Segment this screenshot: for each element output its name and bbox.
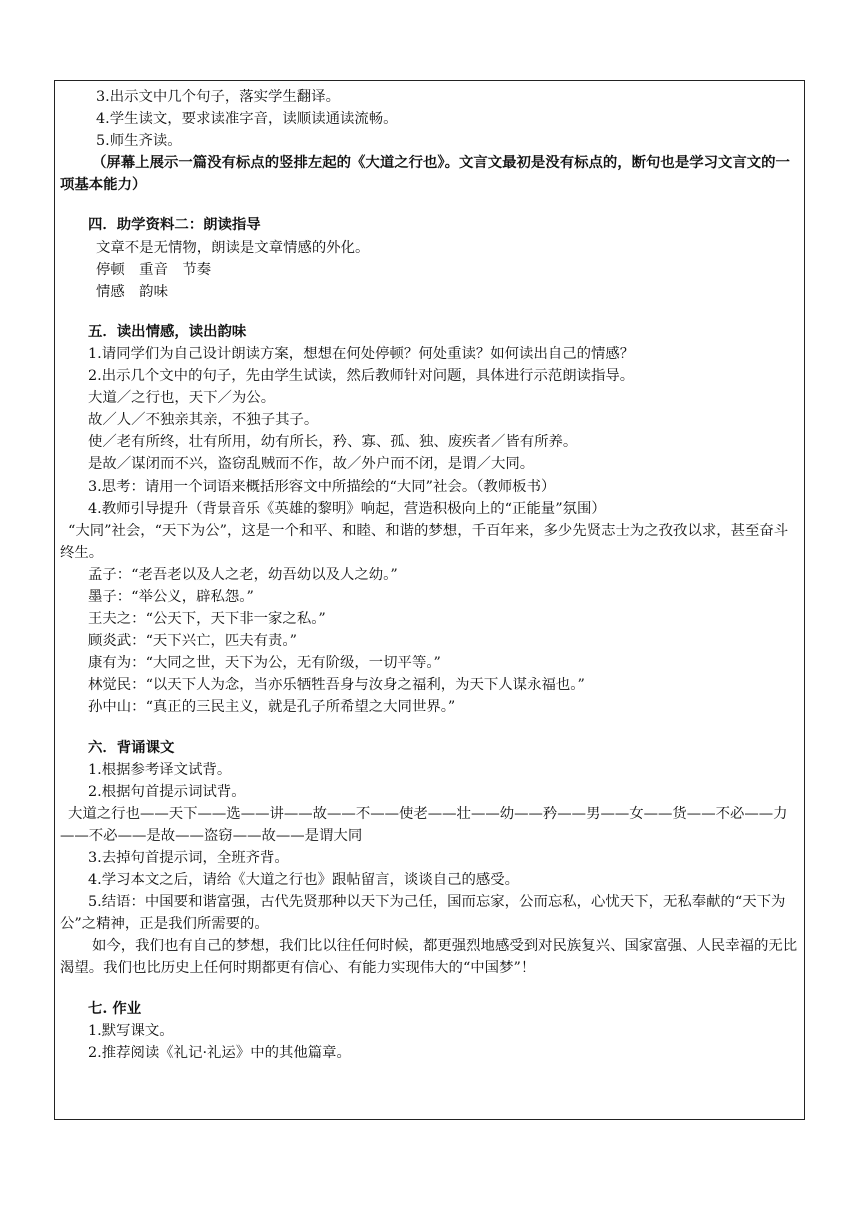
text-line: 使／老有所终，壮有所用，幼有所长，矜、寡、孤、独、废疾者／皆有所养。	[88, 434, 578, 451]
text-line: 2.根据句首提示词试背。	[88, 783, 246, 800]
text-line: “大同”社会，“天下为公”，这是一个和平、和睦、和谐的梦想，千百年来，多少先贤志士为之孜孜以求，甚至奋斗终生。	[60, 522, 789, 561]
blank-line	[88, 719, 800, 737]
section-heading: 四．助学资料二：朗读指导	[88, 216, 261, 234]
text-line: 情感 韵味	[96, 283, 168, 300]
text-line: 5.结语：中国要和谐富强，古代先贤那种以天下为己任，国而忘家，公而忘私，心忧天下，无私奉献的“天下为公”之精神，正是我们所需要的。	[60, 894, 786, 933]
blank-line	[88, 196, 800, 214]
text-line: 3.出示文中几个句子，落实学生翻译。	[96, 89, 340, 105]
text-line: 康有为：“大同之世，天下为公，无有阶级，一切平等。”	[88, 655, 441, 672]
text-line: 孙中山：“真正的三民主义，就是孔子所希望之大同世界。”	[88, 699, 456, 716]
text-line: 文章不是无情物，朗读是文章情感的外化。	[96, 239, 370, 256]
blank-line	[88, 303, 800, 321]
text-line: 大道之行也——天下——选——讲——故——不——使老——壮——幼——矜——男——女——货——不必——力——不必——是故——盗窃——故——是谓大同	[60, 805, 788, 844]
text-line: 顾炎武：“天下兴亡，匹夫有责。”	[88, 633, 297, 650]
text-line: 3.去掉句首提示词，全班齐背。	[88, 850, 289, 866]
text-line: 如今，我们也有自己的梦想，我们比以往任何时候，都更强烈地感受到对民族复兴、国家富强、人民幸福的无比渴望。我们也比历史上任何时期都更有信心、有能力实现伟大的“中国梦”！	[60, 938, 798, 977]
section-heading: 七. 作业	[88, 999, 142, 1017]
text-line: 4.教师引导提升（背景音乐《英雄的黎明》响起，营造积极向上的“正能量”氛围）	[88, 500, 606, 517]
text-line: 4.学习本文之后，请给《大道之行也》跟帖留言，谈谈自己的感受。	[88, 872, 520, 889]
text-line: 4.学生读文，要求读准字音，读顺读通读流畅。	[96, 111, 398, 128]
document-body	[60, 86, 800, 1064]
text-line: 2.推荐阅读《礼记·礼运》中的其他篇章。	[88, 1044, 351, 1061]
text-line: 林觉民：“以天下人为念，当亦乐牺牲吾身与汝身之福利，为天下人谋永福也。”	[88, 677, 585, 694]
section-heading: 五．读出情感，读出韵味	[88, 322, 247, 340]
text-line: 墨子：“举公义，辟私怨。”	[88, 588, 254, 605]
text-line: 1.请同学们为自己设计朗读方案，想想在何处停顿？何处重读？如何读出自己的情感？	[88, 345, 635, 362]
section-heading: 六．背诵课文	[88, 738, 175, 756]
text-line: 3.思考：请用一个词语来概括形容文中所描绘的“大同”社会。（教师板书）	[88, 478, 556, 495]
text-line: 1.默写课文。	[88, 1022, 174, 1039]
text-line: 大道／之行也，天下／为公。	[88, 390, 276, 407]
text-line: 1.根据参考译文试背。	[88, 761, 232, 778]
text-line: 5.师生齐读。	[96, 133, 182, 150]
text-line: 是故／谋闭而不兴，盗窃乱贼而不作，故／外户而不闭，是谓／大同。	[88, 456, 535, 473]
text-line: 孟子：“老吾老以及人之老，幼吾幼以及人之幼。”	[88, 566, 398, 583]
text-line: 停顿 重音 节奏	[96, 261, 212, 278]
blank-line	[88, 980, 800, 998]
text-line: 王夫之：“公天下，天下非一家之私。”	[88, 611, 326, 628]
text-line: 故／人／不独亲其亲，不独子其子。	[88, 412, 319, 429]
section-heading: （屏幕上展示一篇没有标点的竖排左起的《大道之行也》。文言文最初是没有标点的，断句也是学习文言文的一项基本能力）	[60, 154, 790, 194]
text-line: 2.出示几个文中的句子，先由学生试读，然后教师针对问题，具体进行示范朗读指导。	[88, 368, 635, 385]
